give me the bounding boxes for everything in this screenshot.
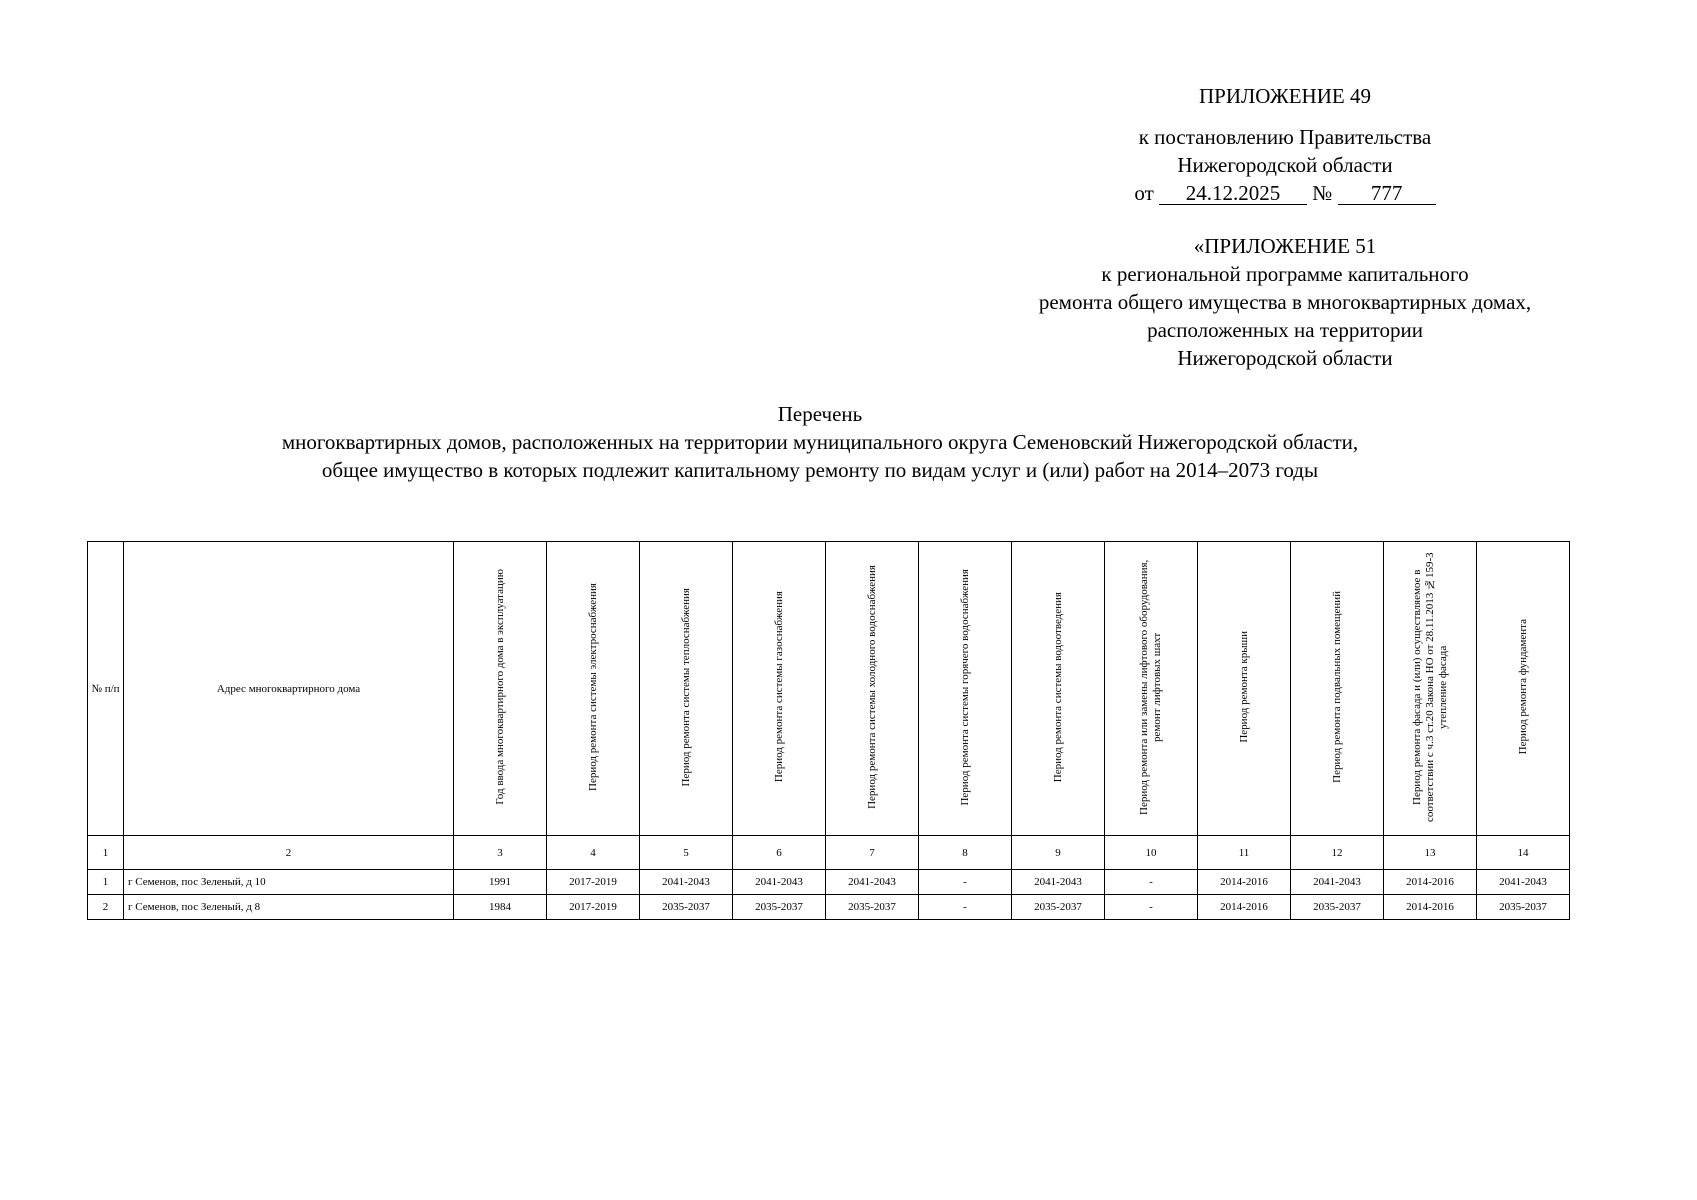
table-row	[88, 895, 1570, 920]
column-number: 12	[1291, 836, 1384, 870]
column-header-elevator	[1105, 542, 1198, 836]
column-header-label: Период ремонта системы электроснабжения	[586, 583, 599, 791]
resolution-line-1: к постановлению Правительства	[1138, 125, 1432, 149]
period-cell: 2041-2043	[1012, 870, 1105, 895]
appendix-51-line-1: к региональной программе капитального	[1101, 262, 1469, 286]
column-number: 2	[124, 836, 454, 870]
column-number: 5	[640, 836, 733, 870]
period-cell: -	[919, 895, 1012, 920]
column-header-facade	[1384, 542, 1477, 836]
column-header-label: Адрес многоквартирного дома	[216, 682, 361, 695]
period-cell: 2041-2043	[733, 870, 826, 895]
column-header-heating	[640, 542, 733, 836]
column-header-year	[454, 542, 547, 836]
column-header-label: Период ремонта или замены лифтового оборудования, ремонт лифтовых шахт	[1138, 559, 1163, 815]
date-prefix: от	[1134, 181, 1154, 205]
resolution-date: 24.12.2025	[1159, 182, 1307, 205]
column-header-label: Период ремонта системы холодного водоснабжения	[865, 565, 878, 809]
column-number: 7	[826, 836, 919, 870]
table-row	[88, 870, 1570, 895]
appendix-51-line-2: ремонта общего имущества в многоквартирных домах,	[1038, 290, 1532, 314]
column-header-label: Период ремонта системы горячего водоснабжения	[958, 568, 971, 806]
header-row	[88, 542, 1570, 836]
column-header-label: Год ввода многоквартирного дома в эксплуатацию	[493, 569, 506, 805]
column-header-address	[124, 542, 454, 836]
column-header-foundation	[1477, 542, 1570, 836]
column-header-label: Период ремонта фундамента	[1516, 619, 1529, 755]
column-number: 1	[88, 836, 124, 870]
period-cell: 2035-2037	[826, 895, 919, 920]
period-cell: 2035-2037	[733, 895, 826, 920]
year-cell: 1984	[454, 895, 547, 920]
period-cell: 2014-2016	[1198, 870, 1291, 895]
appendix-51-block	[975, 232, 1595, 372]
resolution-number: 777	[1338, 182, 1436, 205]
appendix-49-block	[985, 82, 1585, 110]
address-cell: г Семенов, пос Зеленый, д 10	[124, 870, 454, 895]
column-header-label: Период ремонта системы теплоснабжения	[679, 587, 692, 787]
column-header-gas	[733, 542, 826, 836]
period-cell: 2035-2037	[640, 895, 733, 920]
column-header-basement	[1291, 542, 1384, 836]
period-cell: 2014-2016	[1198, 895, 1291, 920]
column-header-roof	[1198, 542, 1291, 836]
resolution-reference	[985, 123, 1585, 207]
period-cell: 2041-2043	[1291, 870, 1384, 895]
column-header-label: Период ремонта системы газоснабжения	[772, 591, 785, 783]
column-header-number	[88, 542, 124, 836]
appendix-49-title: ПРИЛОЖЕНИЕ 49	[1199, 84, 1371, 108]
year-cell: 1991	[454, 870, 547, 895]
column-header-cold-water	[826, 542, 919, 836]
column-header-electric	[547, 542, 640, 836]
period-cell: -	[1105, 870, 1198, 895]
row-number: 1	[88, 870, 124, 895]
resolution-date-line	[985, 179, 1585, 207]
title-line-3: общее имущество в которых подлежит капитальному ремонту по видам услуг и (или) работ на 2014–2073 годы	[321, 458, 1319, 482]
title-line-1: Перечень	[777, 402, 863, 426]
column-number: 10	[1105, 836, 1198, 870]
column-header-hot-water	[919, 542, 1012, 836]
appendix-51-line-3: расположенных на территории	[1147, 318, 1423, 342]
period-cell: 2017-2019	[547, 870, 640, 895]
period-cell: -	[1105, 895, 1198, 920]
resolution-line-2: Нижегородской области	[1177, 153, 1393, 177]
column-header-drainage	[1012, 542, 1105, 836]
appendix-51-title: «ПРИЛОЖЕНИЕ 51	[1193, 234, 1377, 258]
column-header-label: Период ремонта подвальных помещений	[1330, 591, 1343, 783]
repair-schedule-table	[87, 541, 1570, 920]
column-number-row	[88, 836, 1570, 870]
column-header-label: № п/п	[91, 682, 120, 695]
period-cell: 2014-2016	[1384, 895, 1477, 920]
period-cell: 2041-2043	[826, 870, 919, 895]
column-number: 14	[1477, 836, 1570, 870]
period-cell: 2041-2043	[640, 870, 733, 895]
period-cell: 2014-2016	[1384, 870, 1477, 895]
period-cell: 2041-2043	[1477, 870, 1570, 895]
column-number: 9	[1012, 836, 1105, 870]
title-line-2: многоквартирных домов, расположенных на территории муниципального округа Семеновский Нижегородской области,	[281, 430, 1359, 454]
period-cell: 2017-2019	[547, 895, 640, 920]
period-cell: -	[919, 870, 1012, 895]
column-number: 3	[454, 836, 547, 870]
column-number: 11	[1198, 836, 1291, 870]
period-cell: 2035-2037	[1291, 895, 1384, 920]
document-title	[0, 400, 1640, 484]
column-number: 6	[733, 836, 826, 870]
period-cell: 2035-2037	[1012, 895, 1105, 920]
period-cell: 2035-2037	[1477, 895, 1570, 920]
column-header-label: Период ремонта системы водоотведения	[1051, 591, 1064, 783]
column-number: 13	[1384, 836, 1477, 870]
row-number: 2	[88, 895, 124, 920]
number-sign: №	[1312, 181, 1333, 205]
address-cell: г Семенов, пос Зеленый, д 8	[124, 895, 454, 920]
column-number: 4	[547, 836, 640, 870]
column-header-label: Период ремонта фасада и (или) осуществляемое в соответствии с ч.3 ст.20 Закона НО от 28.11.2013 №159-З утепление фасада	[1410, 552, 1449, 822]
column-number: 8	[919, 836, 1012, 870]
appendix-51-line-4: Нижегородской области	[1177, 346, 1393, 370]
column-header-label: Период ремонта крыши	[1237, 631, 1250, 743]
